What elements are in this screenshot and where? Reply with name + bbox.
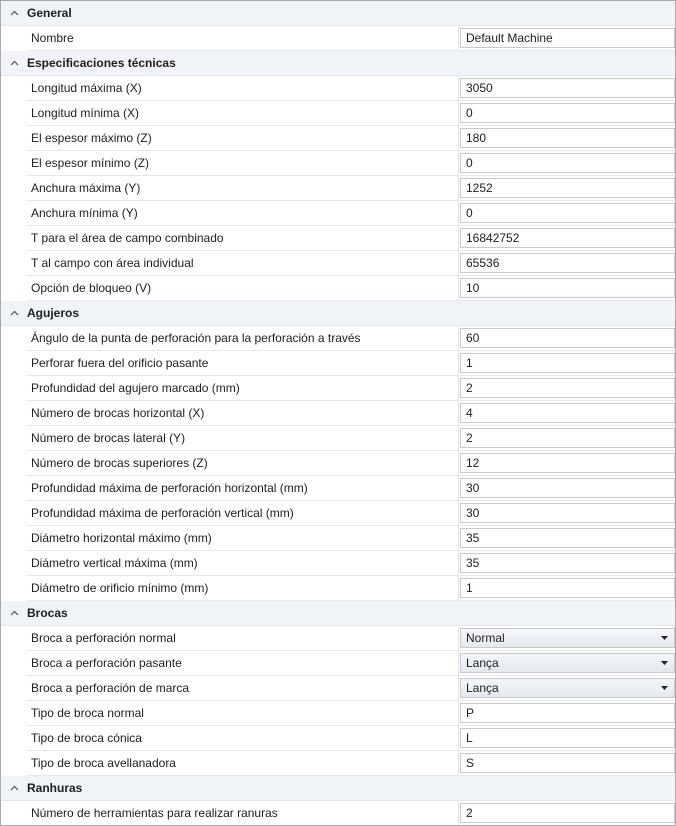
dropdown-value: Lança (466, 656, 499, 670)
property-value-input[interactable]: 1 (460, 578, 675, 598)
property-value-cell (459, 551, 676, 575)
property-label: El espesor mínimo (Z) (27, 151, 459, 175)
property-value-cell (459, 801, 676, 825)
property-value-cell (459, 26, 676, 50)
chevron-up-icon[interactable] (1, 60, 27, 66)
property-value-input[interactable]: Default Machine (460, 28, 675, 48)
category-title: General (27, 6, 72, 20)
property-value-input[interactable]: S (460, 753, 675, 773)
property-value-cell (459, 701, 676, 725)
property-value-input[interactable]: 2 (460, 378, 675, 398)
property-value-input[interactable]: 2 (460, 428, 675, 448)
property-value-cell (459, 126, 676, 150)
category-title: Ranhuras (27, 781, 83, 795)
dropdown-arrow-icon[interactable] (661, 686, 668, 690)
property-label: Número de brocas superiores (Z) (27, 451, 459, 475)
property-label: Profundidad del agujero marcado (mm) (27, 376, 459, 400)
property-value-input[interactable]: 2 (460, 803, 675, 823)
dropdown-value: Lança (466, 681, 499, 695)
property-dropdown[interactable] (460, 653, 675, 673)
property-label: Diámetro de orificio mínimo (mm) (27, 576, 459, 600)
property-value-cell (459, 726, 676, 750)
property-row (27, 201, 675, 226)
property-value-input[interactable]: 12 (460, 453, 675, 473)
property-value-cell (459, 651, 676, 675)
property-row (27, 126, 675, 151)
property-row (27, 276, 675, 301)
property-value-cell (459, 201, 676, 225)
property-value-cell (459, 326, 676, 350)
property-value-input[interactable]: 35 (460, 553, 675, 573)
property-value-cell (459, 276, 676, 300)
property-row (27, 701, 675, 726)
property-row (27, 26, 675, 51)
property-value-input[interactable]: 30 (460, 478, 675, 498)
property-value-input[interactable]: 30 (460, 503, 675, 523)
category-title: Agujeros (27, 306, 80, 320)
property-value-cell (459, 151, 676, 175)
property-row (27, 351, 675, 376)
property-value-cell (459, 76, 676, 100)
dropdown-arrow-icon[interactable] (661, 661, 668, 665)
property-row (27, 576, 675, 601)
property-label: T al campo con área individual (27, 251, 459, 275)
property-row (27, 151, 675, 176)
property-value-cell (459, 751, 676, 775)
property-label: Tipo de broca normal (27, 701, 459, 725)
property-value-cell (459, 576, 676, 600)
property-value-cell (459, 226, 676, 250)
property-row (27, 101, 675, 126)
property-label: Diámetro vertical máxima (mm) (27, 551, 459, 575)
property-row (27, 226, 675, 251)
category-header-agujeros[interactable] (1, 301, 675, 326)
property-value-input[interactable]: 0 (460, 103, 675, 123)
property-value-cell (459, 626, 676, 650)
property-row (27, 626, 675, 651)
property-label: Anchura mínima (Y) (27, 201, 459, 225)
property-label: Diámetro horizontal máximo (mm) (27, 526, 459, 550)
property-row (27, 401, 675, 426)
property-row (27, 176, 675, 201)
property-row (27, 551, 675, 576)
property-label: Broca a perforación pasante (27, 651, 459, 675)
property-value-input[interactable]: 180 (460, 128, 675, 148)
property-label: Número de brocas horizontal (X) (27, 401, 459, 425)
category-header-especificaciones-tecnicas[interactable] (1, 51, 675, 76)
chevron-up-icon[interactable] (1, 610, 27, 616)
category-title: Especificaciones técnicas (27, 56, 176, 70)
property-row (27, 751, 675, 776)
chevron-up-icon[interactable] (1, 310, 27, 316)
property-value-cell (459, 526, 676, 550)
property-label: Opción de bloqueo (V) (27, 276, 459, 300)
property-label: Anchura máxima (Y) (27, 176, 459, 200)
property-row (27, 426, 675, 451)
property-value-input[interactable]: 65536 (460, 253, 675, 273)
property-label: Longitud máxima (X) (27, 76, 459, 100)
property-label: Longitud mínima (X) (27, 101, 459, 125)
property-value-cell (459, 501, 676, 525)
property-value-input[interactable]: 0 (460, 203, 675, 223)
property-row (27, 76, 675, 101)
property-value-cell (459, 401, 676, 425)
property-dropdown[interactable] (460, 678, 675, 698)
property-value-input[interactable]: 16842752 (460, 228, 675, 248)
property-label: Profundidad máxima de perforación vertical (mm) (27, 501, 459, 525)
property-label: Nombre (27, 26, 459, 50)
dropdown-arrow-icon[interactable] (661, 636, 668, 640)
chevron-up-icon[interactable] (1, 10, 27, 16)
property-row (27, 501, 675, 526)
property-label: Ángulo de la punta de perforación para la perforación a través (27, 326, 459, 350)
property-value-cell (459, 101, 676, 125)
property-value-cell (459, 251, 676, 275)
property-label: Perforar fuera del orificio pasante (27, 351, 459, 375)
property-value-input[interactable]: 1 (460, 353, 675, 373)
property-value-cell (459, 476, 676, 500)
property-label: Tipo de broca avellanadora (27, 751, 459, 775)
property-row (27, 726, 675, 751)
property-value-input[interactable]: 1252 (460, 178, 675, 198)
property-label: Tipo de broca cónica (27, 726, 459, 750)
category-header-brocas[interactable] (1, 601, 675, 626)
property-label: Broca a perforación normal (27, 626, 459, 650)
property-dropdown[interactable] (460, 628, 675, 648)
property-label: T para el área de campo combinado (27, 226, 459, 250)
property-row (27, 526, 675, 551)
property-value-input[interactable]: 4 (460, 403, 675, 423)
property-row (27, 651, 675, 676)
property-value-cell (459, 351, 676, 375)
property-label: Broca a perforación de marca (27, 676, 459, 700)
property-value-input[interactable]: 10 (460, 278, 675, 298)
property-row (27, 376, 675, 401)
category-title: Brocas (27, 606, 68, 620)
property-value-input[interactable]: 0 (460, 153, 675, 173)
property-value-input[interactable]: P (460, 703, 675, 723)
property-value-cell (459, 676, 676, 700)
dropdown-value: Normal (466, 631, 505, 645)
property-value-cell (459, 426, 676, 450)
property-value-input[interactable]: L (460, 728, 675, 748)
property-label: El espesor máximo (Z) (27, 126, 459, 150)
property-row (27, 801, 675, 826)
property-row (27, 451, 675, 476)
property-value-input[interactable]: 35 (460, 528, 675, 548)
property-row (27, 676, 675, 701)
property-row (27, 326, 675, 351)
chevron-up-icon[interactable] (1, 785, 27, 791)
property-value-input[interactable]: 60 (460, 328, 675, 348)
category-header-ranhuras[interactable] (1, 776, 675, 801)
property-row (27, 251, 675, 276)
property-label: Número de brocas lateral (Y) (27, 426, 459, 450)
property-value-cell (459, 451, 676, 475)
property-value-input[interactable]: 3050 (460, 78, 675, 98)
category-header-general[interactable] (1, 1, 675, 26)
property-row (27, 476, 675, 501)
property-label: Profundidad máxima de perforación horizontal (mm) (27, 476, 459, 500)
property-value-cell (459, 376, 676, 400)
property-label: Número de herramientas para realizar ranuras (27, 801, 459, 825)
property-value-cell (459, 176, 676, 200)
